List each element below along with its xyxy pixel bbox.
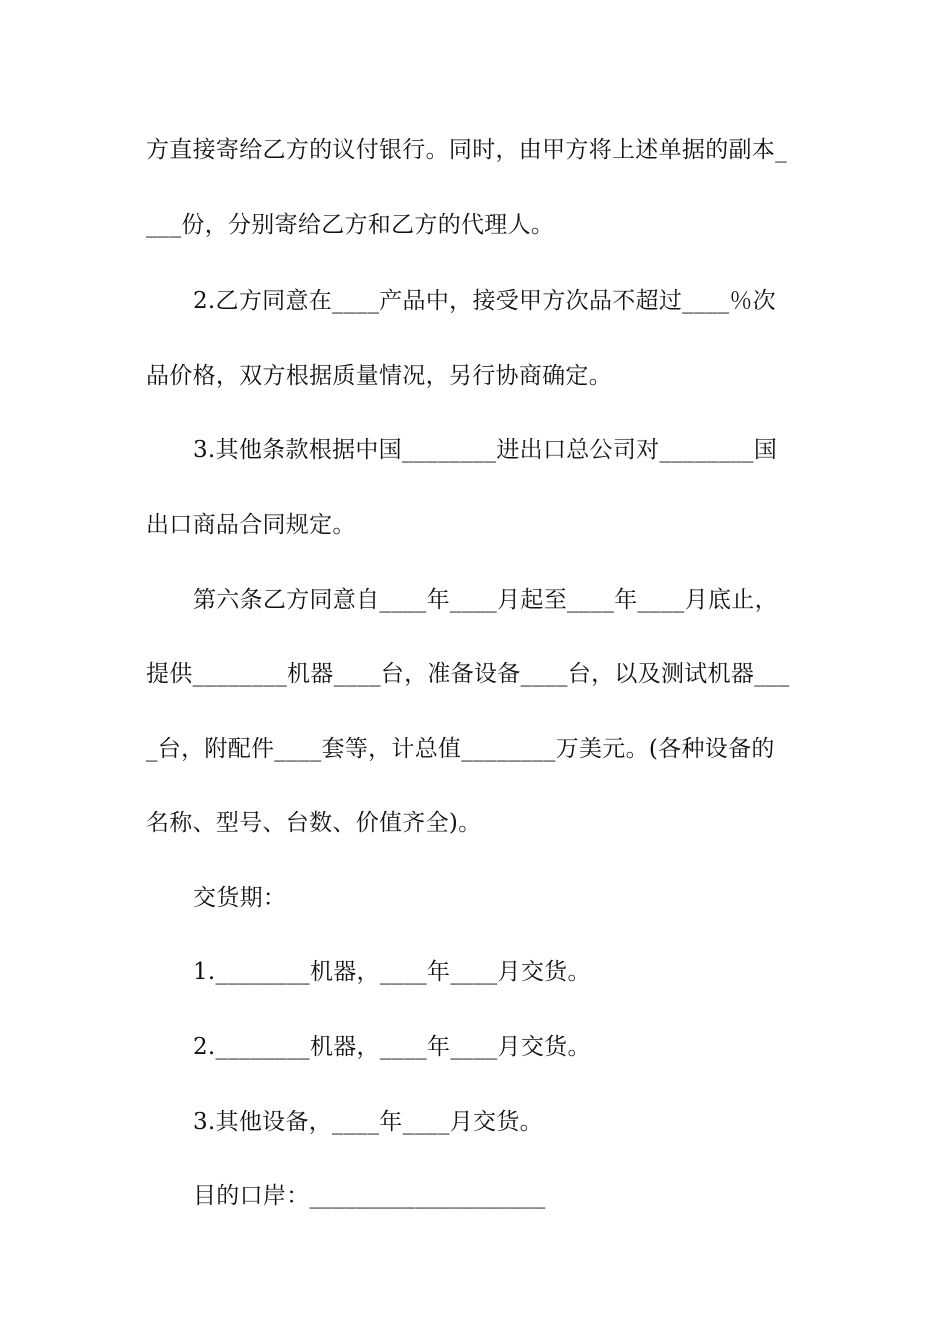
- paragraph-line: 品价格，双方根据质量情况，另行协商确定。: [146, 363, 612, 389]
- paragraph-line: 3.其他条款根据中国________进出口总公司对________国: [193, 437, 778, 463]
- paragraph-line: _台，附配件____套等，计总值________万美元。(各种设备的: [146, 736, 775, 762]
- paragraph-line: 名称、型号、台数、价值齐全)。: [146, 810, 482, 836]
- paragraph-line: 出口商品合同规定。: [146, 512, 356, 538]
- paragraph-line: 目的口岸：____________________: [193, 1183, 546, 1209]
- paragraph-line: 第六条乙方同意自____年____月起至____年____月底止，: [193, 587, 778, 613]
- list-item: 3.其他设备，____年____月交货。: [193, 1109, 543, 1135]
- list-item: 2.________机器，____年____月交货。: [193, 1034, 591, 1060]
- list-item: 1.________机器，____年____月交货。: [193, 959, 591, 985]
- paragraph-line: 提供________机器____台，准备设备____台，以及测试机器___: [146, 661, 790, 687]
- paragraph-line: ___份，分别寄给乙方和乙方的代理人。: [146, 212, 555, 238]
- paragraph-line: 方直接寄给乙方的议付银行。同时，由甲方将上述单据的副本_: [146, 137, 787, 163]
- section-heading: 交货期：: [193, 885, 287, 911]
- paragraph-line: 2.乙方同意在____产品中，接受甲方次品不超过____％次: [193, 288, 776, 314]
